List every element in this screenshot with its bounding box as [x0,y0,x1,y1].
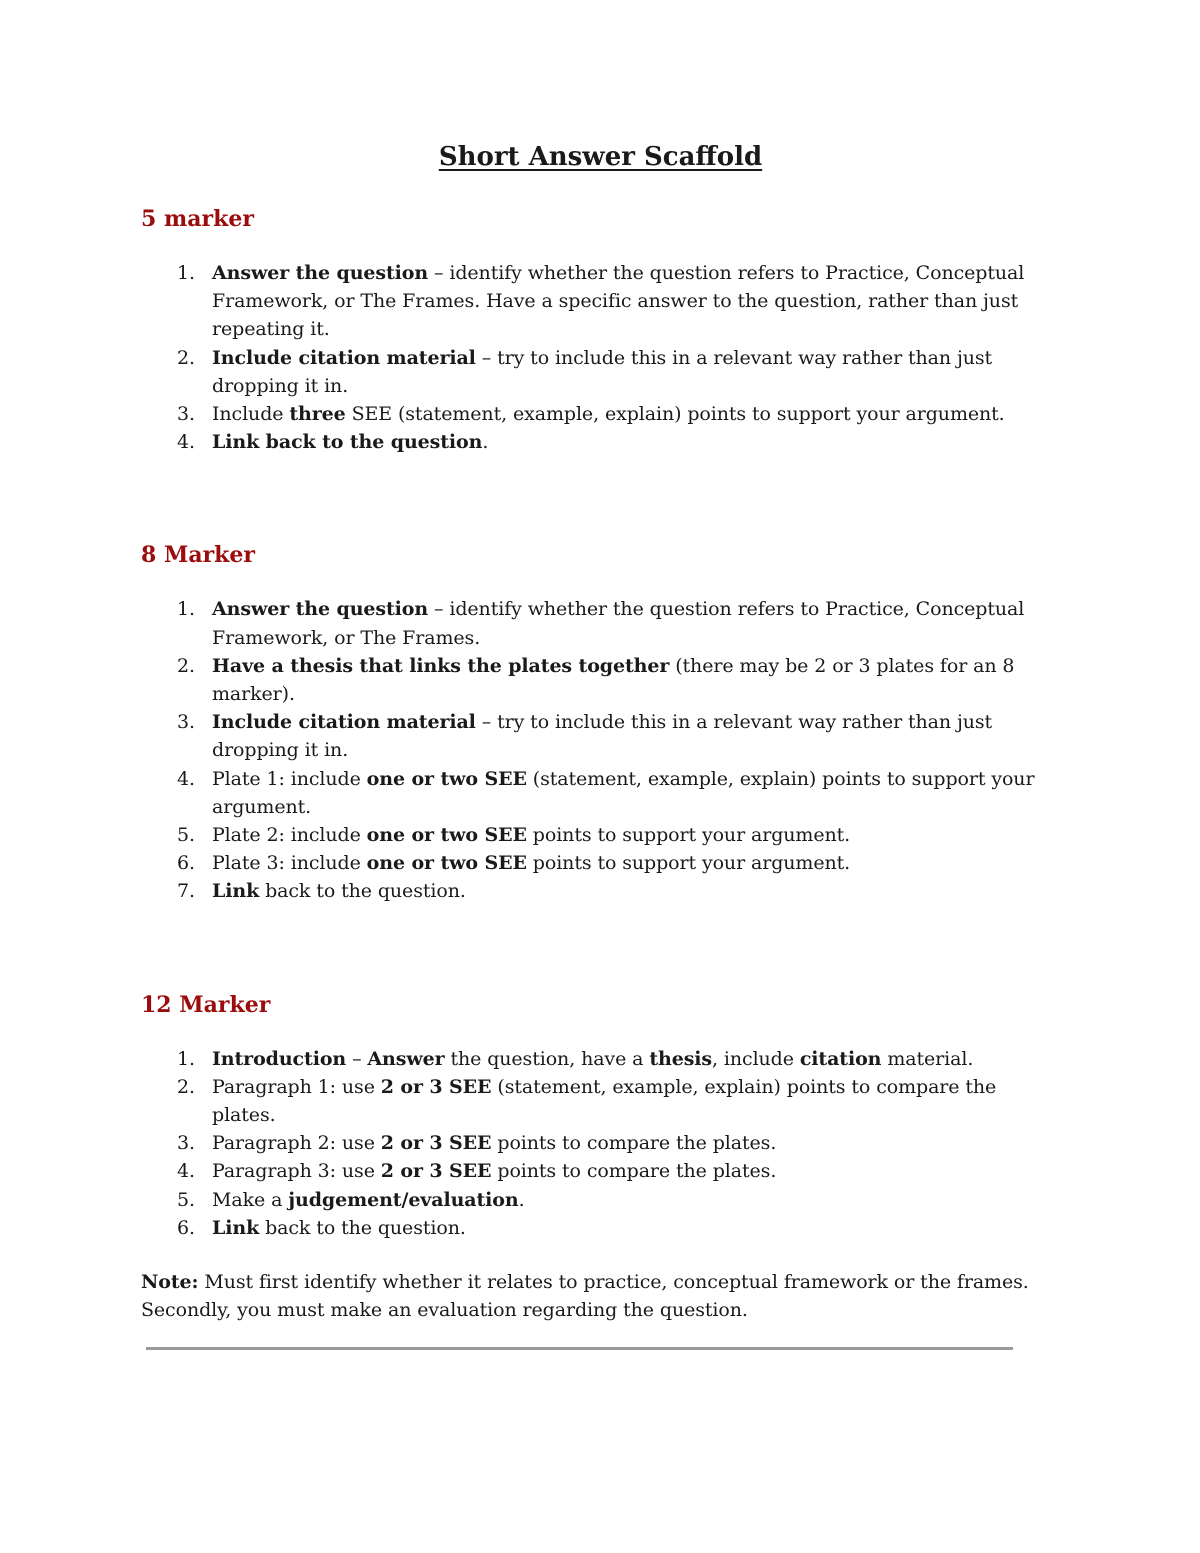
list-item-number: 6. [177,1216,195,1239]
list-item-text: (there may be 2 or 3 plates for an 8 marker). [212,654,1015,706]
list-item [141,1073,1060,1129]
list-item-text: Paragraph 1: use [212,1075,381,1098]
horizontal-rule [146,1347,1013,1350]
bold-text: 2 or 3 SEE [380,1075,492,1098]
criteria-list [141,1045,1060,1242]
bold-text: Introduction [212,1047,347,1070]
list-item-number: 7. [177,880,195,903]
list-item-text: – identify whether the question refers to Practice, Conceptual Framework, or The Frames. Have a specific answer to the question, rather than just repeating it. [212,262,1025,341]
list-item [141,652,1060,708]
list-item-text: points to compare the plates. [491,1132,777,1155]
list-item [141,821,1060,849]
section-heading: 8 Marker [141,542,255,569]
bold-text: thesis [649,1047,713,1070]
list-item-text: back to the question. [259,1216,466,1239]
bold-text: Link back to the question [212,431,483,454]
list-item [141,877,1060,905]
list-item-text: Include [212,403,290,426]
list-item [141,765,1060,821]
bold-text: 2 or 3 SEE [380,1132,492,1155]
list-item [141,1186,1060,1214]
list-item-text: material. [881,1047,974,1070]
list-item-text: points to compare the plates. [491,1160,777,1183]
note-label: Note: [141,1271,199,1294]
bold-text: one or two SEE [366,852,527,875]
list-item-text: points to support your argument. [526,824,851,847]
list-item-text: – try to include this in a relevant way rather than just dropping it in. [212,711,993,762]
list-item-number: 2. [177,654,195,677]
bold-text: Include citation material [212,346,476,369]
list-item-text: – [346,1047,368,1070]
list-item-text: SEE (statement, example, explain) points to support your argument. [345,403,1005,426]
bold-text: Answer the question [212,262,429,284]
list-item-number: 4. [177,1160,195,1183]
criteria-list [141,595,1060,905]
list-item [141,708,1060,764]
list-item-text: Paragraph 3: use [212,1160,381,1183]
list-item-text: – try to include this in a relevant way rather than just dropping it in. [212,346,993,397]
bold-text: citation [799,1047,882,1070]
list-item [141,259,1060,344]
list-item-text: (statement, example, explain) points to support your argument. [212,767,1035,818]
criteria-list [141,259,1060,456]
list-item-text: . [482,431,489,454]
list-item-text: (statement, example, explain) points to compare the plates. [212,1075,997,1127]
list-item [141,595,1060,651]
list-item-text: back to the question. [259,880,466,903]
list-item-number: 2. [177,346,195,369]
list-item [141,344,1060,400]
list-item-number: 6. [177,852,195,875]
list-item [141,1157,1060,1185]
section-5-marker [141,204,1060,456]
list-item [141,849,1060,877]
bold-text: one or two SEE [366,824,527,847]
list-item-number: 1. [177,262,195,284]
list-item-number: 1. [177,598,195,621]
list-item-text: , include [712,1047,800,1070]
list-item-number: 5. [177,824,195,847]
section-8-marker [141,540,1060,905]
list-item-text: Plate 2: include [212,824,367,847]
list-item-text: – identify whether the question refers to Practice, Conceptual Framework, or The Frames. [212,598,1025,649]
note-paragraph [141,1268,1060,1324]
list-item-text: Plate 1: include [212,767,367,790]
list-item-number: 4. [177,767,195,790]
list-item-number: 5. [177,1188,195,1211]
list-item [141,428,1060,456]
list-item [141,400,1060,428]
bold-text: Answer [367,1047,445,1070]
bold-text: Have a thesis that links the plates together [212,654,670,677]
bold-text: three [289,403,346,426]
list-item-text: Make a [212,1188,289,1211]
list-item-text: the question, have a [444,1047,650,1070]
list-item [141,1129,1060,1157]
section-heading: 12 Marker [141,991,271,1018]
page-title: Short Answer Scaffold [438,142,763,172]
list-item-number: 2. [177,1075,195,1098]
bold-text: Link [212,1216,260,1239]
bold-text: 2 or 3 SEE [380,1160,492,1183]
section-heading: 5 marker [141,206,254,232]
section-12-marker [141,990,1060,1242]
list-item-number: 4. [177,431,195,454]
list-item-number: 3. [177,403,195,426]
list-item-number: 3. [177,1132,195,1155]
bold-text: judgement/evaluation [288,1188,519,1211]
list-item [141,1045,1060,1073]
list-item-text: Plate 3: include [212,852,367,875]
list-item [141,1214,1060,1242]
list-item-text: Paragraph 2: use [212,1132,381,1155]
bold-text: Answer the question [212,598,429,621]
list-item-number: 1. [177,1047,195,1070]
list-item-text: points to support your argument. [526,852,851,875]
list-item-text: . [518,1188,525,1211]
bold-text: one or two SEE [366,767,527,790]
note-text: Must first identify whether it relates to practice, conceptual framework or the frames. Secondly, you must make an evaluation regarding the question. [141,1271,1029,1322]
list-item-number: 3. [177,711,195,734]
bold-text: Link [212,880,260,903]
bold-text: Include citation material [212,711,476,734]
